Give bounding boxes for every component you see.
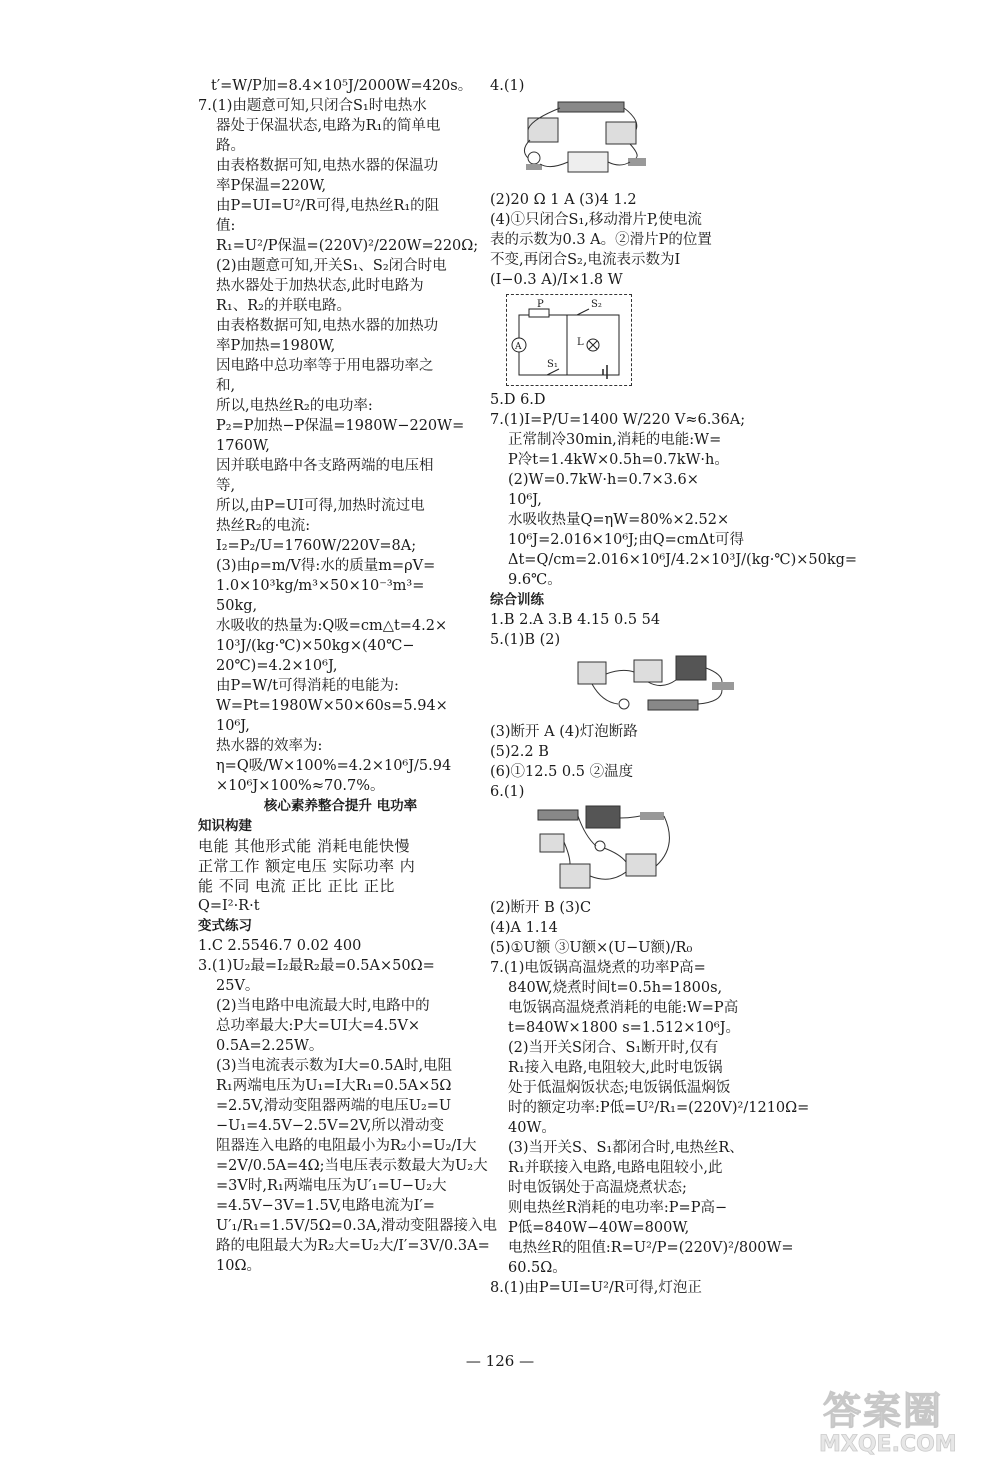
fig-label-l: L: [577, 337, 584, 348]
text-line: 5.(1)B (2): [490, 632, 561, 648]
text-line: 7.(1)电饭锅高温烧煮的功率P高=: [490, 960, 706, 976]
text-line: I₂=P₂/U=1760W/220V=8A;: [216, 538, 417, 554]
text-line: (4)①只闭合S₁,移动滑片P,使电流: [490, 212, 702, 228]
text-line: (2)W=0.7kW·h=0.7×3.6×: [508, 472, 699, 488]
section-heading: 变式练习: [198, 918, 252, 934]
text-line: 热水器的效率为:: [216, 738, 323, 754]
text-line: 10³J/(kg·℃)×50kg×(40℃−: [216, 638, 415, 654]
text-line: (5)①U额 ③U额×(U−U额)/R₀: [490, 940, 693, 956]
text-line: ×10⁶J×100%≈70.7%。: [216, 778, 385, 794]
text-line: U′₁/R₁=1.5V/5Ω=0.3A,滑动变阻器接入电: [216, 1218, 498, 1234]
text-line: P低=840W−40W=800W,: [508, 1220, 690, 1236]
text-line: 电能 其他形式能 消耗电能快慢: [198, 837, 411, 855]
watermark-logo: 答案圈: [823, 1389, 944, 1433]
text-line: 7.(1)I=P/U=1400 W/220 V≈6.36A;: [490, 412, 746, 428]
experiment-photo-illustration: [572, 654, 742, 718]
text-line: 1.0×10³kg/m³×50×10⁻³m³=: [216, 578, 425, 594]
section-heading: 知识构建: [198, 818, 252, 834]
text-line: W=Pt=1980W×50×60s=5.94×: [216, 698, 448, 714]
text-line: 总功率最大:P大=UI大=4.5V×: [216, 1018, 421, 1034]
section-heading: 综合训练: [490, 592, 544, 608]
experiment-photo-figure-2: [530, 806, 772, 894]
text-line: 水吸收的热量为:Q吸=cm△t=4.2×: [216, 618, 448, 634]
circuit-diagram-drawing: [507, 295, 631, 385]
text-line: 1760W,: [216, 438, 270, 454]
text-line: (2)由题意可知,开关S₁、S₂闭合时电: [216, 258, 447, 274]
text-line: (I−0.3 A)/I×1.8 W: [490, 272, 623, 288]
text-line: 10⁶J,: [216, 718, 250, 734]
text-line: (2)当电路中电流最大时,电路中的: [216, 998, 430, 1014]
text-line: 10⁶J=2.016×10⁶J;由Q=cmΔt可得: [508, 532, 744, 548]
text-line: 能 不同 电流 正比 正比 正比: [198, 877, 395, 895]
text-line: 电饭锅高温烧煮消耗的电能:W=P高: [508, 1000, 739, 1016]
text-line: 60.5Ω。: [508, 1260, 567, 1276]
text-line: 则电热丝R消耗的电功率:P=P高−: [508, 1200, 728, 1216]
text-line: 3.(1)U₂最=I₂最R₂最=0.5A×50Ω=: [198, 958, 435, 974]
left-column: [198, 76, 498, 1276]
text-line: =2.5V,滑动变阻器两端的电压U₂=U: [216, 1098, 452, 1114]
text-line: 路。: [216, 138, 245, 154]
text-line: 值:: [216, 218, 236, 234]
text-line: 处于低温焖饭状态;电饭锅低温焖饭: [508, 1080, 731, 1096]
text-line: 840W,烧煮时间t=0.5h=1800s,: [508, 980, 723, 996]
text-line: 所以,由P=UI可得,加热时流过电: [216, 498, 425, 514]
text-line: 40W。: [508, 1120, 556, 1136]
text-line: 时的额定功率:P低=U²/R₁=(220V)²/1210Ω=: [508, 1100, 810, 1116]
text-line: 由表格数据可知,电热水器的保温功: [216, 158, 439, 174]
text-line: 50kg,: [216, 598, 258, 614]
text-line: 和,: [216, 378, 236, 394]
text-line: R₁接入电路,电阻较大,此时电饭锅: [508, 1060, 723, 1076]
text-line: (3)由ρ=m/V得:水的质量m=ρV=: [216, 558, 436, 574]
text-line: 10⁶J,: [508, 492, 542, 508]
text-line: 因电路中总功率等于用电器功率之: [216, 358, 434, 374]
page-number: — 126 —: [465, 1352, 535, 1370]
text-line: (2)断开 B (3)C: [490, 900, 592, 916]
text-line: 表的示数为0.3 A。②滑片P的位置: [490, 232, 712, 248]
text-line: 由表格数据可知,电热水器的加热功: [216, 318, 439, 334]
fig-label-p: P: [537, 299, 544, 310]
text-line: t=840W×1800 s=1.512×10⁶J。: [508, 1020, 741, 1036]
text-line: t′=W/P加=8.4×10⁵J/2000W=420s。: [211, 78, 473, 94]
text-line: 8.(1)由P=UI=U²/R可得,灯泡正: [490, 1280, 702, 1296]
text-line: 阻器连入电路的电阻最小为R₂小=U₂/I大: [216, 1138, 477, 1154]
watermark-url: MXQE.COM: [819, 1432, 957, 1457]
fig-label-a: A: [515, 342, 522, 352]
fig-label-s2: S₂: [591, 299, 602, 310]
text-line: 25V。: [216, 978, 260, 994]
text-line: 不变,再闭合S₂,电流表示数为I: [490, 252, 681, 268]
text-line: R₁并联接入电路,电路电阻较小,此: [508, 1160, 723, 1176]
text-line: 等,: [216, 478, 236, 494]
text-line: 20℃)=4.2×10⁶J,: [216, 658, 338, 674]
text-line: 器处于保温状态,电路为R₁的简单电: [216, 118, 441, 134]
text-line: 5.D 6.D: [490, 392, 546, 408]
text-line: 率P加热=1980W,: [216, 338, 336, 354]
watermark: [805, 1380, 995, 1470]
text-line: 正常制冷30min,消耗的电能:W=: [508, 432, 722, 448]
text-line: (2)当开关S闭合、S₁断开时,仅有: [508, 1040, 719, 1056]
text-line: Δt=Q/cm=2.016×10⁶J/4.2×10³J/(kg·℃)×50kg=: [508, 552, 858, 568]
text-line: 正常工作 额定电压 实际功率 内: [198, 857, 416, 875]
text-line: 电热丝R的阻值:R=U²/P=(220V)²/800W=: [508, 1240, 794, 1256]
text-line: 由P=UI=U²/R可得,电热丝R₁的阻: [216, 198, 440, 214]
text-line: Q=I²·R·t: [198, 898, 260, 914]
circuit-photo-figure: [490, 100, 772, 186]
text-line: P冷t=1.4kW×0.5h=0.7kW·h。: [508, 452, 729, 468]
text-line: 10Ω。: [216, 1258, 261, 1274]
text-line: (6)①12.5 0.5 ②温度: [490, 764, 634, 780]
text-line: 热丝R₂的电流:: [216, 518, 311, 534]
text-line: P₂=P加热−P保温=1980W−220W=: [216, 418, 465, 434]
text-line: =3V时,R₁两端电压为U′₁=U−U₂大: [216, 1178, 447, 1194]
text-line: 0.5A=2.25W。: [216, 1038, 324, 1054]
text-line: (5)2.2 B: [490, 744, 549, 760]
text-line: 由P=W/t可得消耗的电能为:: [216, 678, 399, 694]
text-line: 热水器处于加热状态,此时电路为: [216, 278, 424, 294]
text-line: η=Q吸/W×100%=4.2×10⁶J/5.94: [216, 758, 452, 774]
right-column: [490, 76, 858, 1298]
text-line: =2V/0.5A=4Ω;当电压表示数最大为U₂大: [216, 1158, 488, 1174]
text-line: 4.(1): [490, 78, 525, 94]
text-line: 因并联电路中各支路两端的电压相: [216, 458, 434, 474]
text-line: 率P保温=220W,: [216, 178, 327, 194]
text-line: 水吸收热量Q=ηW=80%×2.52×: [508, 512, 730, 528]
text-line: −U₁=4.5V−2.5V=2V,所以滑动变: [216, 1118, 444, 1134]
text-line: 7.(1)由题意可知,只闭合S₁时电热水: [198, 98, 427, 114]
experiment-photo-figure: [572, 654, 772, 718]
text-line: 6.(1): [490, 784, 525, 800]
text-line: 9.6℃。: [508, 572, 562, 588]
text-line: R₁=U²/P保温=(220V)²/220W=220Ω;: [216, 238, 479, 254]
text-line: 时电饭锅处于高温烧煮状态;: [508, 1180, 687, 1196]
section-title: 核心素养整合提升 电功率: [263, 798, 418, 814]
text-line: =4.5V−3V=1.5V,电路电流为I′=: [216, 1198, 435, 1214]
text-line: 1.B 2.A 3.B 4.15 0.5 54: [490, 612, 661, 628]
text-line: 1.C 2.5546.7 0.02 400: [198, 938, 362, 954]
text-line: (4)A 1.14: [490, 920, 558, 936]
circuit-diagram: [506, 294, 632, 386]
text-line: R₁、R₂的并联电路。: [216, 298, 351, 314]
text-line: 所以,电热丝R₂的电功率:: [216, 398, 373, 414]
text-line: (3)当开关S、S₁都闭合时,电热丝R、: [508, 1140, 744, 1156]
text-line: R₁两端电压为U₁=I大R₁=0.5A×5Ω: [216, 1078, 452, 1094]
text-line: (2)20 Ω 1 A (3)4 1.2: [490, 192, 637, 208]
text-line: 路的电阻最大为R₂大=U₂大/I′=3V/0.3A=: [216, 1238, 490, 1254]
text-line: (3)断开 A (4)灯泡断路: [490, 724, 638, 740]
fig-label-s1: S₁: [547, 359, 558, 370]
experiment-photo-illustration-2: [530, 806, 680, 894]
text-line: (3)当电流表示数为I大=0.5A时,电阻: [216, 1058, 453, 1074]
circuit-photo-illustration: [490, 100, 660, 186]
